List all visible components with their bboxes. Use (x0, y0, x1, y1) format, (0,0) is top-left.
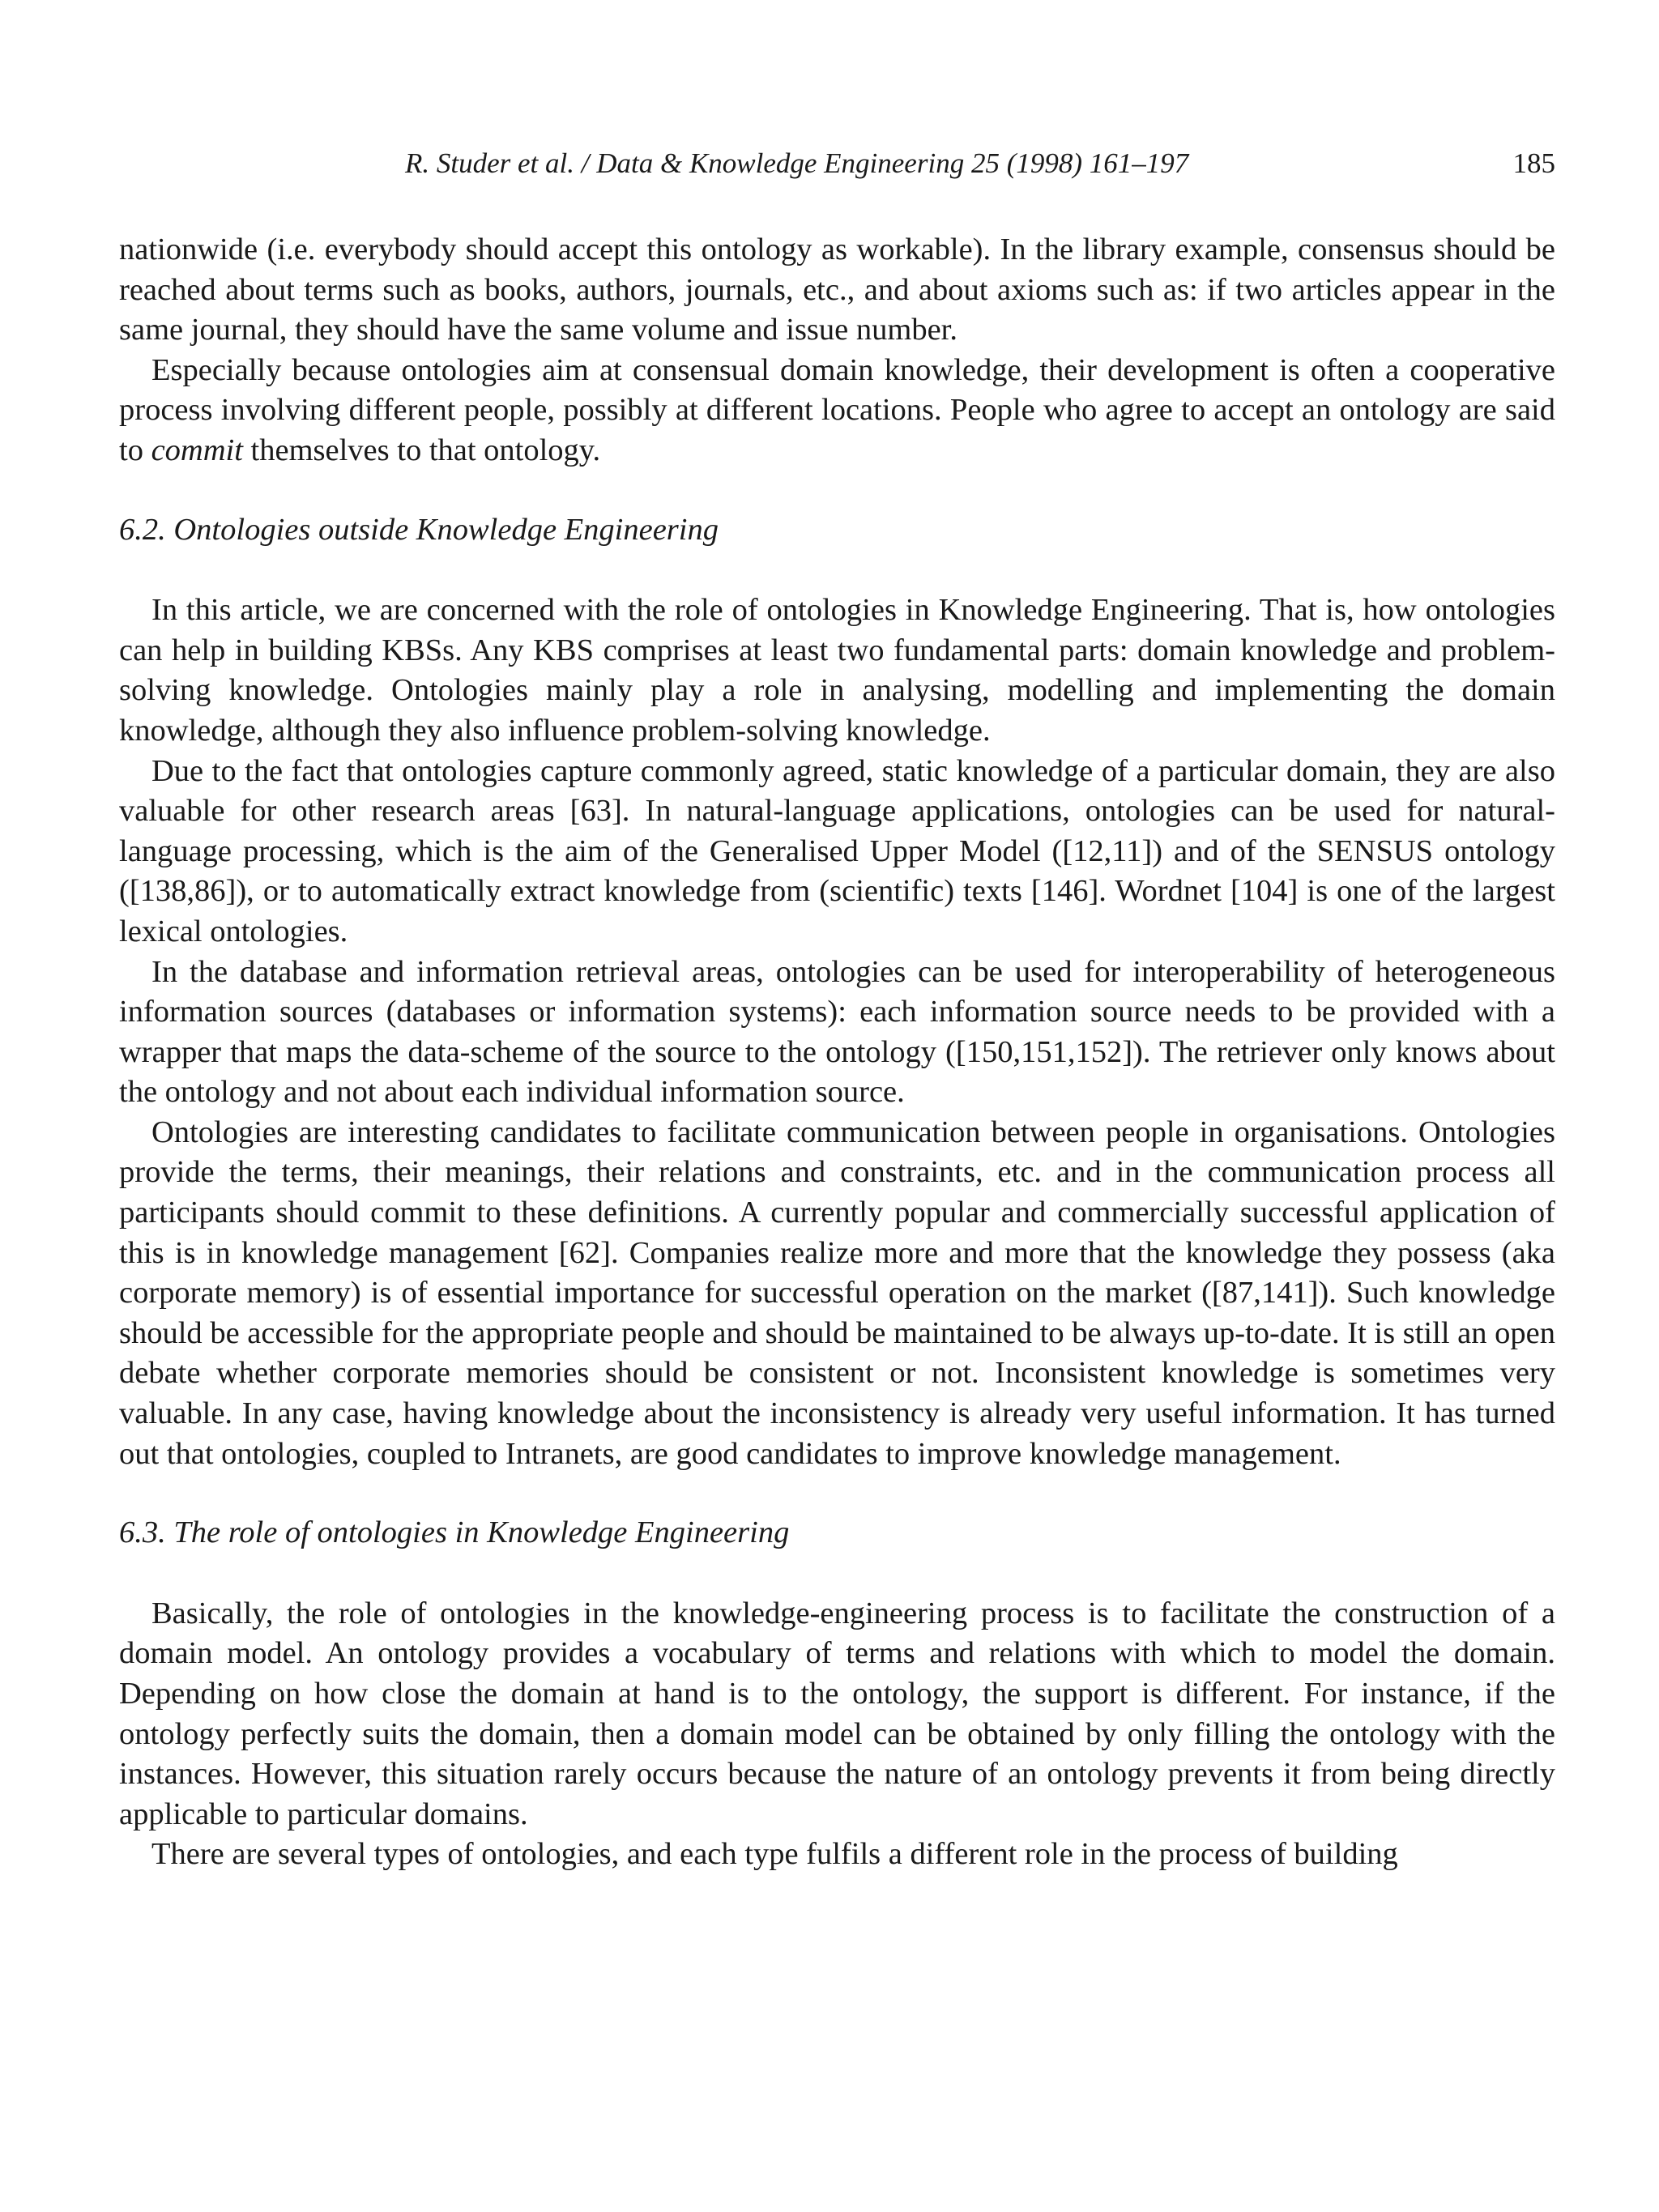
paragraph-database-retrieval: In the database and information retrieval areas, ontologies can be used for interoperability of heterogeneous information sources (databases or information systems): each information source needs to be provided with a wrapper that maps the data-scheme of the source to the ontology ([150,151,152]). The retriever only knows about the ontology and not about each individual information source. (119, 954, 1555, 1110)
paragraph-commit (119, 351, 1555, 471)
section-heading-6-3: 6.3. The role of ontologies in Knowledge Engineering (119, 1515, 790, 1550)
paragraph-communication: Ontologies are interesting candidates to facilitate communication between people in organisations. Ontologies provide the terms, their meanings, their relations and constraints, etc. and in the communication process all participants should commit to these definitions. A currently popular and commercially successful application of this is in knowledge management [62]. Companies realize more and more that the knowledge they possess (aka corporate memory) is of essential importance for successful operation on the market ([87,141]). Such knowledge should be accessible for the appropriate people and should be maintained to be always up-to-date. It is still an open debate whether corporate memories should be consistent or not. Inconsistent knowledge is sometimes very valuable. In any case, having knowledge about the inconsistency is already very useful information. It has turned out that ontologies, coupled to Intranets, are good candidates to improve knowledge management. (119, 1115, 1555, 1471)
section-heading-6-2: 6.2. Ontologies outside Knowledge Engineering (119, 512, 719, 547)
paragraph-types-of-ontologies: There are several types of ontologies, and each type fulfils a different role in the process of building (151, 1837, 1398, 1872)
paragraph-commit-text-2: themselves to that ontology. (242, 433, 601, 467)
paragraph-research-areas: Due to the fact that ontologies capture commonly agreed, static knowledge of a particular domain, they are also valuable for other research areas [63]. In natural-language applications, ontologies can be used for natural-language processing, which is the aim of the Generalised Upper Model ([12,11]) and of the SENSUS ontology ([138,86]), or to automatically extract knowledge from (scientific) texts [146]. Wordnet [104] is one of the largest lexical ontologies. (119, 753, 1555, 948)
paragraph-commit-text-1: Especially because ontologies aim at consensual domain knowledge, their development is often a cooperative process involving different people, possibly at different locations. People who agree to accept an ontology are said to (119, 352, 1555, 467)
journal-citation: R. Studer et al. / Data & Knowledge Engineering 25 (1998) 161–197 (405, 147, 1189, 179)
paragraph-role-of-ontologies: Basically, the role of ontologies in the knowledge-engineering process is to facilitate the construction of a domain model. An ontology provides a vocabulary of terms and relations with which to model the domain. Depending on how close the domain at hand is to the ontology, the support is different. For instance, if the ontology perfectly suits the domain, then a domain model can be obtained by only filling the ontology with the instances. However, this situation rarely occurs because the nature of an ontology prevents it from being directly applicable to particular domains. (119, 1596, 1555, 1831)
paragraph-knowledge-engineering: In this article, we are concerned with the role of ontologies in Knowledge Engineering. That is, how ontologies can help in building KBSs. Any KBS comprises at least two fundamental parts: domain knowledge and problem-solving knowledge. Ontologies mainly play a role in analysing, modelling and implementing the domain knowledge, although they also influence problem-solving knowledge. (119, 593, 1555, 748)
page-number: 185 (1512, 147, 1555, 179)
paragraph-continued: nationwide (i.e. everybody should accept this ontology as workable). In the library example, consensus should be reached about terms such as books, authors, journals, etc., and about axioms such as: if two articles appear in the same journal, they should have the same volume and issue number. (119, 232, 1555, 347)
running-head (405, 144, 1555, 183)
body-text (119, 230, 1555, 1875)
emphasis-commit: commit (151, 433, 243, 467)
